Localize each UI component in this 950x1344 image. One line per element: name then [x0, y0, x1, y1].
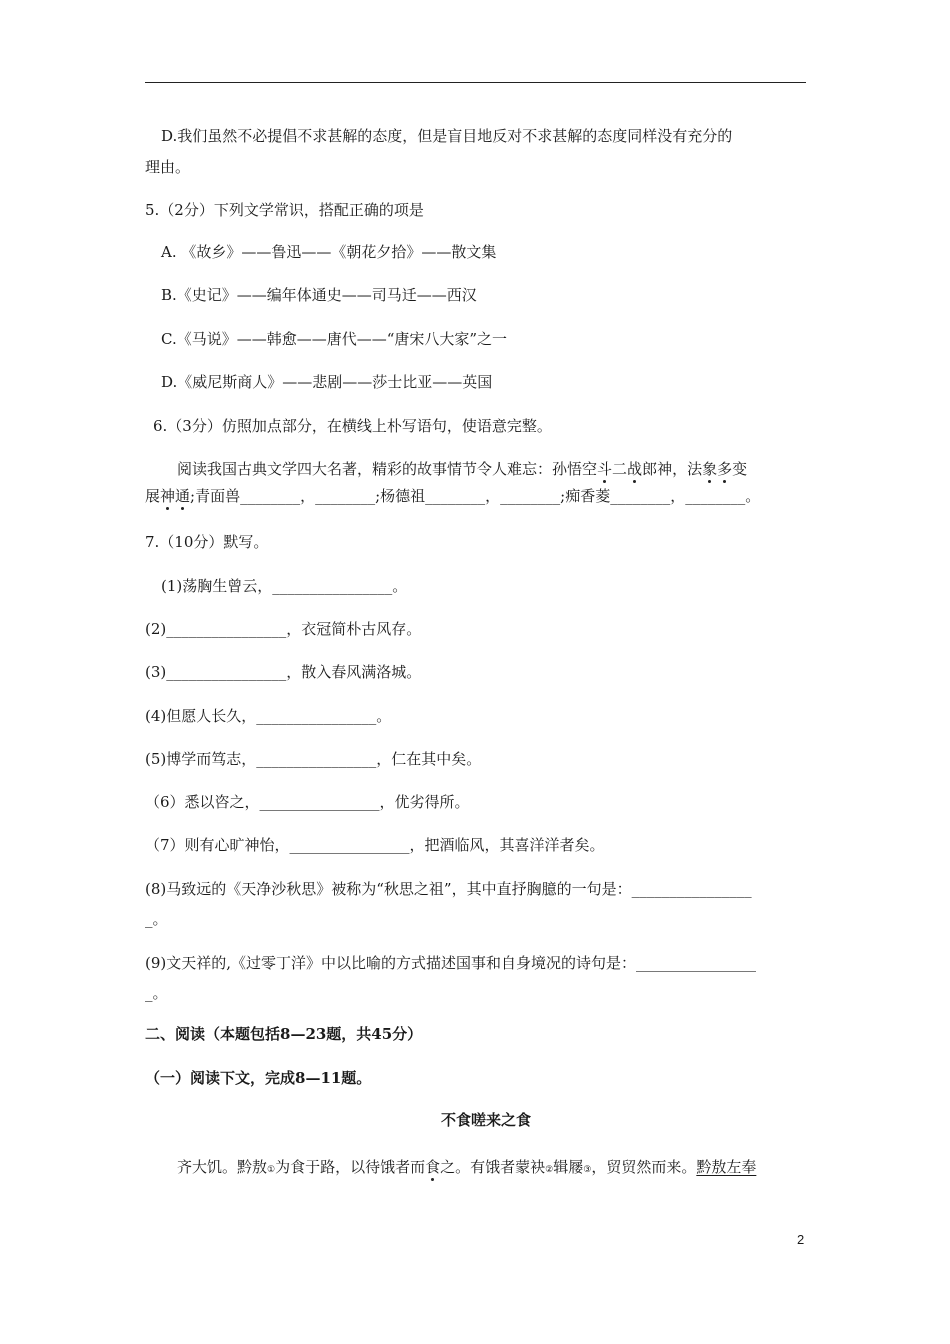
q7-item-9-line2: _。: [145, 984, 168, 1002]
q7-item-3: (3)________________，散入春风满洛城。: [145, 663, 422, 681]
header-rule: [145, 82, 806, 83]
emphasis-dot-char: 象: [702, 460, 718, 478]
emphasis-dot-char: 通: [175, 487, 191, 505]
underlined-sentence: 黔敖左奉: [696, 1158, 757, 1176]
q7-item-1: (1)荡胸生曾云，________________。: [161, 577, 408, 595]
q7-item-5: (5)博学而笃志，________________，仁在其中矣。: [145, 750, 482, 768]
q4-option-d-line2: 理由。: [145, 158, 191, 176]
footnote-marker: ③: [583, 1165, 592, 1175]
page-number: 2: [797, 1232, 805, 1247]
emphasis-dot-char: 神: [160, 487, 176, 505]
q5-option-d: D.《威尼斯商人》——悲剧——莎士比亚——英国: [161, 373, 493, 391]
section-heading: 二、阅读（本题包括8—23题，共45分）: [145, 1025, 423, 1043]
q5-option-b: B.《史记》——编年体通史——司马迁——西汉: [161, 286, 477, 304]
q7-item-7: （7）则有心旷神怡，________________，把酒临风，其喜洋洋者矣。: [145, 836, 605, 854]
q5-option-a: A. 《故乡》——鲁迅——《朝花夕拾》——散文集: [161, 243, 497, 261]
q6-passage-line2: 展神通;青面兽________，________;杨德祖________，________;痴香菱________，________。: [145, 487, 761, 505]
q7-item-8-line1: (8)马致远的《天净沙秋思》被称为“秋思之祖”，其中直抒胸臆的一句是：________________: [145, 880, 752, 898]
q7-stem: 7.（10分）默写。: [145, 533, 269, 551]
q6-passage-line1: 阅读我国古典文学四大名著，精彩的故事情节令人难忘：孙悟空斗二战郎神，法象多变: [177, 460, 748, 478]
q5-option-c: C.《马说》——韩愈——唐代——“唐宋八大家”之一: [161, 330, 508, 348]
q7-item-9-line1: (9)文天祥的,《过零丁洋》中以比喻的方式描述国事和自身境况的诗句是：________________: [145, 954, 757, 972]
q7-item-8-line2: _。: [145, 910, 168, 928]
q7-item-4: (4)但愿人长久，________________。: [145, 707, 392, 725]
emphasis-dot-char: 多: [717, 460, 733, 478]
q4-option-d-line1: D.我们虽然不必提倡不求甚解的态度，但是盲目地反对不求甚解的态度同样没有充分的: [161, 127, 733, 145]
emphasis-dot-char: 战: [627, 460, 643, 478]
footnote-marker: ①: [267, 1165, 276, 1175]
q7-item-6: （6）悉以咨之，________________，优劣得所。: [145, 793, 470, 811]
q5-stem: 5.（2分）下列文学常识，搭配正确的项是: [145, 201, 424, 219]
passage-title: 不食嗟来之食: [441, 1111, 532, 1129]
emphasis-dot-char: 斗: [597, 460, 613, 478]
q7-item-2: (2)________________，衣冠简朴古风存。: [145, 620, 422, 638]
sub-section-heading: （一）阅读下文，完成8—11题。: [145, 1069, 372, 1087]
emphasis-dot-char: 食: [425, 1158, 441, 1176]
q6-stem: 6.（3分）仿照加点部分，在横线上朴写语句，使语意完整。: [153, 417, 552, 435]
footnote-marker: ②: [545, 1165, 554, 1175]
passage-paragraph: 齐大饥。黔敖①为食于路，以待饿者而食之。有饿者蒙袂②辑屦③，贸贸然而来。黔敖左奉: [177, 1158, 757, 1176]
